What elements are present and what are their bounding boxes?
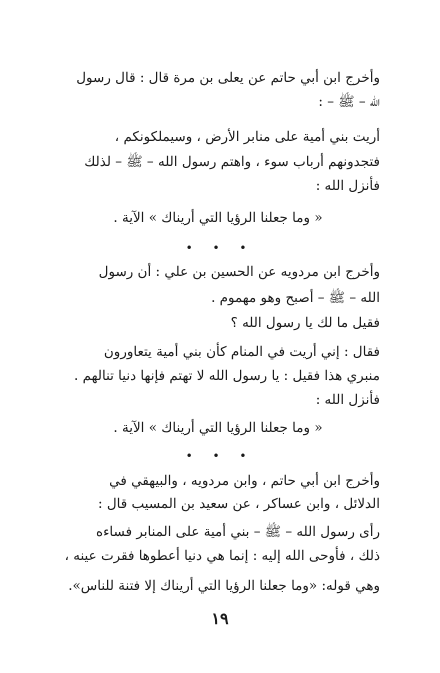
text-line: رأى رسول الله – ﷺ – بني أمية على المنابر فساءه bbox=[96, 524, 380, 540]
page-number: ١٩ bbox=[211, 609, 229, 628]
text-line: فتجدونهم أرباب سوء ، واهتم رسول الله – ﷺ – لذلك bbox=[84, 154, 380, 170]
text-line: ذلك ، فأوحى الله إليه : إنما هي دنيا أعطوها فقرت عينه ، bbox=[64, 548, 380, 564]
text-line: فقال : إني أريت في المنام كأن بني أمية يتعاورون bbox=[103, 344, 380, 360]
text-line: وأخرج ابن أبي حاتم ، وابن مردويه ، والبيهقي في bbox=[109, 473, 380, 489]
text-line: فأنزل الله : bbox=[315, 392, 380, 408]
section-separator: • • • bbox=[185, 241, 255, 255]
text-line: وأخرج ابن أبي حاتم عن يعلى بن مرة قال : قال رسول bbox=[76, 70, 380, 86]
quran-quote: « وما جعلنا الرؤيا التي أريناك » الآية . bbox=[113, 210, 323, 226]
text-line: الله – ﷺ – أصبح وهو مهموم . bbox=[211, 290, 380, 306]
text-line: منبري هذا فقيل : يا رسول الله لا تهتم فإنها دنيا تنالهم . bbox=[74, 368, 380, 384]
text-line: الله – ﷺ – : bbox=[318, 94, 380, 110]
section-separator: • • • bbox=[185, 449, 255, 463]
text-line: أريت بني أمية على منابر الأرض ، وسيملكونكم ، bbox=[114, 129, 380, 145]
text-line: الدلائل ، وابن عساكر ، عن سعيد بن المسيب قال : bbox=[98, 496, 380, 512]
quran-quote: « وما جعلنا الرؤيا التي أريناك » الآية . bbox=[113, 420, 323, 436]
text-line: فقيل ما لك يا رسول الله ؟ bbox=[230, 315, 380, 331]
text-line: وهي قوله: «وما جعلنا الرؤيا التي أريناك إلا فتنة للناس». bbox=[68, 578, 380, 594]
text-line: فأنزل الله : bbox=[315, 178, 380, 194]
text-line: وأخرج ابن مردويه عن الحسين بن علي : أن رسول bbox=[98, 264, 380, 280]
